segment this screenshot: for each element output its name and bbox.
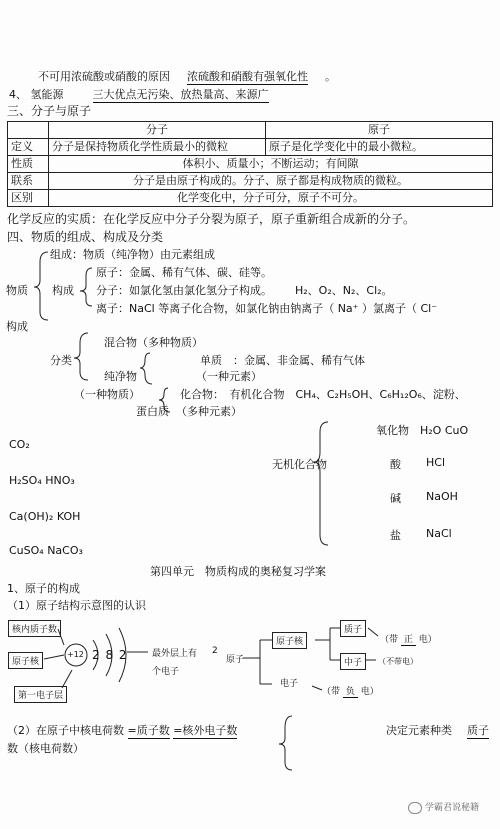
electron-counts: 2 8 2 [92, 648, 128, 662]
atom-line: 原子：金属、稀有气体、碳、硅等。 [96, 266, 272, 279]
outer-count: 2 [212, 646, 218, 656]
acid-example: HCl [426, 456, 446, 469]
one-substance: （一种物质） [74, 388, 140, 401]
atom-tree-atom: 原子 [226, 655, 245, 665]
table-row-label: 性质 [8, 156, 49, 173]
table-header-row [8, 122, 493, 139]
base-label: 碱 [390, 492, 401, 505]
proton-charge-value: 正 [401, 635, 416, 646]
table-row [8, 139, 493, 156]
table-row [8, 190, 493, 207]
bases-left: Ca(OH)₂ KOH [9, 510, 81, 523]
line1 [38, 68, 336, 84]
oxide-line: 氧化物 H₂O CuO [376, 424, 469, 437]
composition-label2: 构成 [6, 320, 28, 333]
table-row [8, 173, 493, 190]
table-row-label: 定义 [8, 139, 49, 156]
line2 [9, 86, 269, 102]
sub1-2-line1 [7, 722, 237, 738]
electron-charge [322, 684, 379, 697]
mixture-line: 混合物（多种物质） [104, 336, 203, 349]
outer-unit: 个电子 [152, 667, 180, 677]
sub1-1-heading: （1）原子结构示意图的认识 [7, 599, 146, 612]
co2: CO₂ [9, 438, 30, 451]
watermark [408, 800, 479, 814]
salts-left: CuSO₄ NaCO₃ [9, 544, 83, 557]
decide-answer: 质子 [467, 724, 489, 737]
compound-line: 化合物： 有机化合物 CH₄、C₂H₅OH、C₆H₁₂O₆、淀粉、 [180, 388, 466, 401]
composition-line: 组成：物质（纯净物）由元素组成 [50, 248, 215, 261]
neutron-charge: （不带电） [378, 657, 418, 666]
section3-heading: 三、分子与原子 [7, 104, 92, 118]
molecule-atom-table [7, 121, 493, 207]
structure-label: 构成 [52, 284, 74, 297]
outer-layer-text: 最外层上有 [152, 649, 198, 659]
multi-element: （多种元素） [176, 405, 242, 418]
line1-question: 不可用浓硫酸或硝酸的原因 [38, 70, 170, 83]
acid-label: 酸 [390, 458, 401, 471]
line1-end: 。 [325, 70, 336, 83]
sub1-2-eq2: =核外电子数 [173, 724, 238, 737]
acids-left: H₂SO₄ HNO₃ [9, 474, 75, 487]
table-cell-molecule: 分子是保持物质化学性质最小的微粒 [49, 139, 266, 156]
line2-label: 4、 氢能源 [9, 88, 64, 101]
electron-charge-pre: （带 [322, 687, 341, 697]
salt-label: 盐 [390, 529, 401, 542]
nucleus-box: 原子核 [8, 652, 43, 669]
pure-substance: 纯净物 [104, 370, 137, 383]
table-header-atom: 原子 [266, 122, 493, 139]
section4-heading: 四、物质的组成、构成及分类 [7, 230, 164, 244]
table-header-empty [8, 122, 49, 139]
nucleus-charge: +12 [67, 650, 84, 659]
electron-charge-post: 电） [360, 687, 379, 697]
ion-line-cl: Cl⁻ [420, 302, 438, 315]
nucleus-protons-box: 核内质子数 [8, 620, 61, 637]
one-element: （一种元素） [196, 370, 262, 383]
atom-tree-nucleus: 原子核 [272, 632, 307, 649]
table-row-label: 联系 [8, 173, 49, 190]
molecule-line [96, 282, 393, 298]
elemental-line: 单质 ：金属、非金属、稀有气体 [200, 354, 365, 367]
table-cell-atom: 原子是化学变化中的最小微粒。 [266, 139, 493, 156]
base-example: NaOH [426, 490, 458, 503]
salt-example: NaCl [426, 527, 452, 540]
substance-label: 物质 [6, 284, 28, 297]
ion-line-na: Na⁺ [337, 302, 359, 315]
table-cell-merged: 分子是由原子构成的。分子、原子都是构成物质的微粒。 [49, 173, 493, 190]
unit-title: 第四单元 物质构成的奥秘复习学案 [150, 565, 326, 578]
ion-line-mid: ）氯离子（ [361, 302, 417, 315]
protein: 蛋白质 [136, 405, 169, 418]
proton-charge [380, 632, 437, 645]
proton-charge-pre: （带 [380, 635, 399, 645]
line1-answer: 浓硫酸和硝酸有强氧化性 [187, 70, 308, 83]
decide-text: 决定元素种类 [386, 724, 452, 737]
sub1-2-prefix: （2）在原子中核电荷数 [7, 724, 124, 737]
table-cell-merged: 体积小、质量小；不断运动；有间隙 [49, 156, 493, 173]
atom-tree-electron: 电子 [280, 679, 299, 689]
sub1-2-eq1: =质子数 [127, 724, 170, 737]
table-header-molecule: 分子 [49, 122, 266, 139]
watermark-text: 学霸君说秘籍 [425, 803, 480, 813]
ion-line-text: 离子：NaCl 等离子化合物，如氯化钠由钠离子（ [96, 302, 335, 315]
first-layer-box: 第一电子层 [14, 686, 67, 703]
inorganic-compound: 无机化合物 [272, 458, 327, 471]
table-row-label: 区别 [8, 190, 49, 207]
atom-tree-neutron: 中子 [340, 653, 366, 670]
line2-answer: 三大优点无污染、放热量高、来源广 [92, 88, 269, 101]
sub1-heading: 1、原子的构成 [7, 582, 80, 595]
decide-line [386, 722, 489, 738]
table-cell-merged: 化学变化中，分子可分，原子不可分。 [49, 190, 493, 207]
proton-charge-post: 电） [418, 635, 437, 645]
molecule-line-formulas: H₂、O₂、N₂、Cl₂。 [295, 284, 393, 297]
atom-tree-proton: 质子 [340, 620, 366, 637]
reaction-essence: 化学反应的实质：在化学反应中分子分裂为原子，原子重新组合成新的分子。 [7, 212, 416, 226]
classification-label: 分类 [50, 354, 72, 367]
wechat-icon [408, 802, 422, 814]
ion-line [96, 300, 437, 316]
electron-charge-value: 负 [343, 687, 358, 698]
table-row [8, 156, 493, 173]
sub1-2-line2: 数（核电荷数） [7, 742, 84, 755]
molecule-line-text: 分子：如氯化氢由氯化氢分子构成。 [96, 284, 272, 297]
